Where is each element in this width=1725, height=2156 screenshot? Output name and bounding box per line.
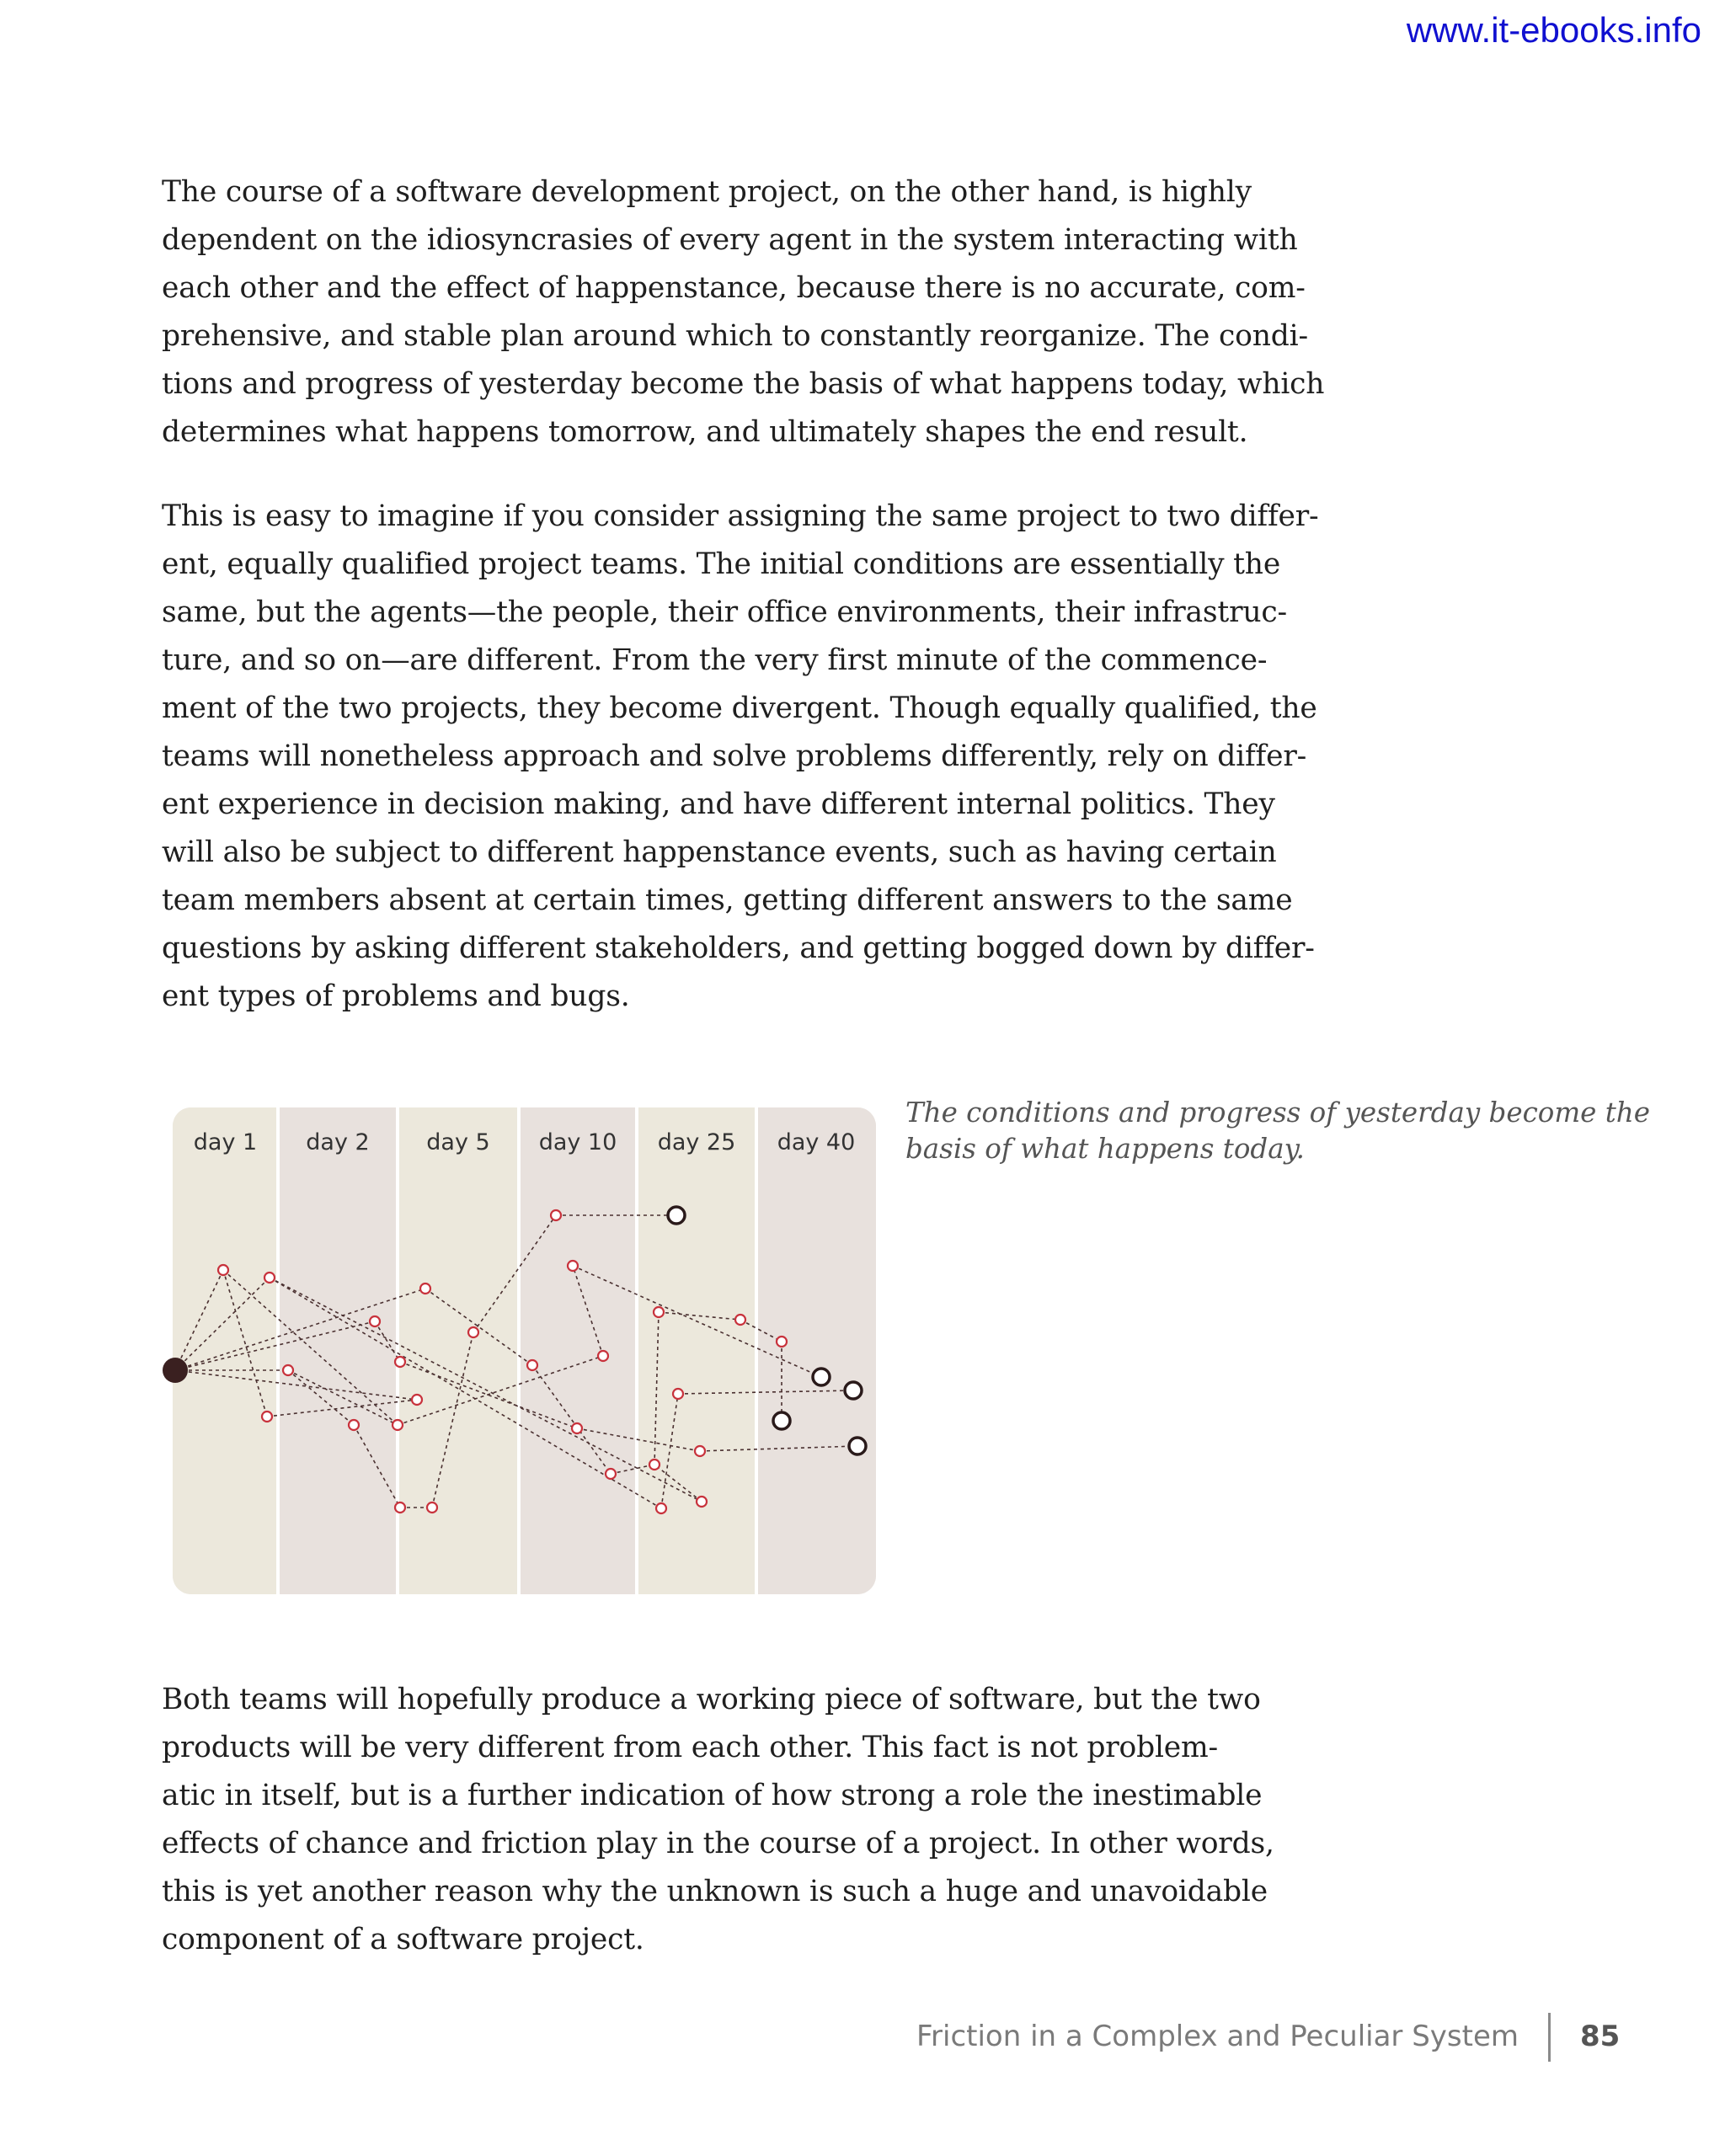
caption-line: The conditions and progress of yesterday become the bbox=[905, 1097, 1650, 1129]
paragraph-line: team members absent at certain times, getting different answers to the same bbox=[162, 883, 1293, 917]
event-node bbox=[735, 1315, 745, 1325]
event-node bbox=[673, 1389, 683, 1399]
column-label: day 5 bbox=[426, 1129, 490, 1155]
event-node bbox=[468, 1327, 478, 1337]
start-node bbox=[163, 1358, 188, 1383]
event-node bbox=[654, 1307, 664, 1317]
paragraph-line: products will be very different from each other. This fact is not problem- bbox=[162, 1731, 1218, 1764]
day-column bbox=[398, 1107, 519, 1594]
event-node bbox=[262, 1412, 272, 1422]
outcome-node bbox=[813, 1369, 830, 1385]
event-node bbox=[412, 1395, 422, 1405]
paragraph-line: The course of a software development project, on the other hand, is highly bbox=[162, 175, 1252, 209]
outcome-node bbox=[845, 1382, 862, 1399]
watermark-link[interactable]: www.it-ebooks.info bbox=[1406, 10, 1701, 50]
event-node bbox=[370, 1316, 380, 1326]
paragraph-line: determines what happens tomorrow, and ultimately shapes the end result. bbox=[162, 415, 1248, 449]
paragraph-line: effects of chance and friction play in the course of a project. In other words, bbox=[162, 1827, 1274, 1860]
event-node bbox=[218, 1265, 228, 1275]
outcome-node bbox=[773, 1412, 790, 1429]
paragraph-line: ent, equally qualified project teams. The initial conditions are essentially the bbox=[162, 547, 1281, 581]
event-node bbox=[695, 1446, 705, 1456]
event-node bbox=[598, 1351, 608, 1361]
event-node bbox=[649, 1460, 660, 1470]
caption-line: basis of what happens today. bbox=[905, 1133, 1305, 1165]
paragraph-line: dependent on the idiosyncrasies of every agent in the system interacting with bbox=[162, 223, 1298, 257]
paragraph-line: will also be subject to different happenstance events, such as having certain bbox=[162, 835, 1277, 869]
paragraph-line: ent types of problems and bugs. bbox=[162, 979, 630, 1013]
event-node bbox=[551, 1210, 561, 1220]
paragraph-line: questions by asking different stakeholders, and getting bogged down by differ- bbox=[162, 931, 1315, 965]
event-node bbox=[427, 1502, 437, 1513]
column-label: day 25 bbox=[657, 1129, 736, 1155]
column-label: day 40 bbox=[777, 1129, 856, 1155]
event-node bbox=[393, 1420, 403, 1430]
day-column bbox=[756, 1107, 876, 1594]
event-node bbox=[568, 1261, 578, 1271]
divergence-diagram bbox=[160, 1099, 884, 1613]
paragraph-line: ture, and so on—are different. From the very first minute of the commence- bbox=[162, 643, 1268, 677]
paragraph-line: prehensive, and stable plan around which to constantly reorganize. The condi- bbox=[162, 319, 1308, 353]
footer-divider bbox=[1548, 2013, 1551, 2062]
paragraph-line: This is easy to imagine if you consider assigning the same project to two differ- bbox=[162, 499, 1319, 533]
paragraph-3 bbox=[162, 1676, 1274, 1964]
day-column bbox=[637, 1107, 756, 1594]
page-number: 85 bbox=[1580, 2020, 1621, 2053]
day-column bbox=[173, 1107, 278, 1594]
event-node bbox=[395, 1502, 405, 1513]
event-node bbox=[697, 1497, 707, 1507]
event-node bbox=[606, 1469, 616, 1479]
day-column bbox=[519, 1107, 637, 1594]
event-node bbox=[264, 1273, 275, 1283]
paragraph-line: teams will nonetheless approach and solve problems differently, rely on differ- bbox=[162, 739, 1307, 773]
paragraph-line: tions and progress of yesterday become the basis of what happens today, which bbox=[162, 367, 1325, 401]
figure-caption bbox=[905, 1095, 1664, 1167]
column-label: day 2 bbox=[306, 1129, 370, 1155]
paragraph-line: ment of the two projects, they become divergent. Though equally qualified, the bbox=[162, 691, 1317, 725]
event-node bbox=[349, 1420, 359, 1430]
paragraph-2 bbox=[162, 493, 1319, 1021]
day-column bbox=[278, 1107, 398, 1594]
event-node bbox=[395, 1357, 405, 1367]
event-node bbox=[777, 1337, 787, 1347]
column-label: day 1 bbox=[193, 1129, 258, 1155]
paragraph-line: atic in itself, but is a further indication of how strong a role the inestimable bbox=[162, 1779, 1263, 1812]
event-node bbox=[283, 1365, 293, 1375]
event-node bbox=[527, 1360, 537, 1370]
paragraph-line: Both teams will hopefully produce a working piece of software, but the two bbox=[162, 1683, 1261, 1716]
event-node bbox=[656, 1503, 666, 1513]
outcome-node bbox=[849, 1438, 866, 1454]
event-node bbox=[572, 1423, 582, 1433]
paragraph-line: ent experience in decision making, and have different internal politics. They bbox=[162, 787, 1275, 821]
footer-chapter-title: Friction in a Complex and Peculiar System bbox=[916, 2020, 1519, 2053]
event-node bbox=[420, 1283, 430, 1294]
paragraph-line: this is yet another reason why the unknown is such a huge and unavoidable bbox=[162, 1875, 1268, 1908]
paragraph-1 bbox=[162, 168, 1325, 456]
paragraph-line: same, but the agents—the people, their office environments, their infrastruc- bbox=[162, 595, 1287, 629]
outcome-node bbox=[668, 1207, 685, 1224]
paragraph-line: each other and the effect of happenstance, because there is no accurate, com- bbox=[162, 271, 1306, 305]
column-label: day 10 bbox=[538, 1129, 617, 1155]
paragraph-line: component of a software project. bbox=[162, 1923, 644, 1956]
